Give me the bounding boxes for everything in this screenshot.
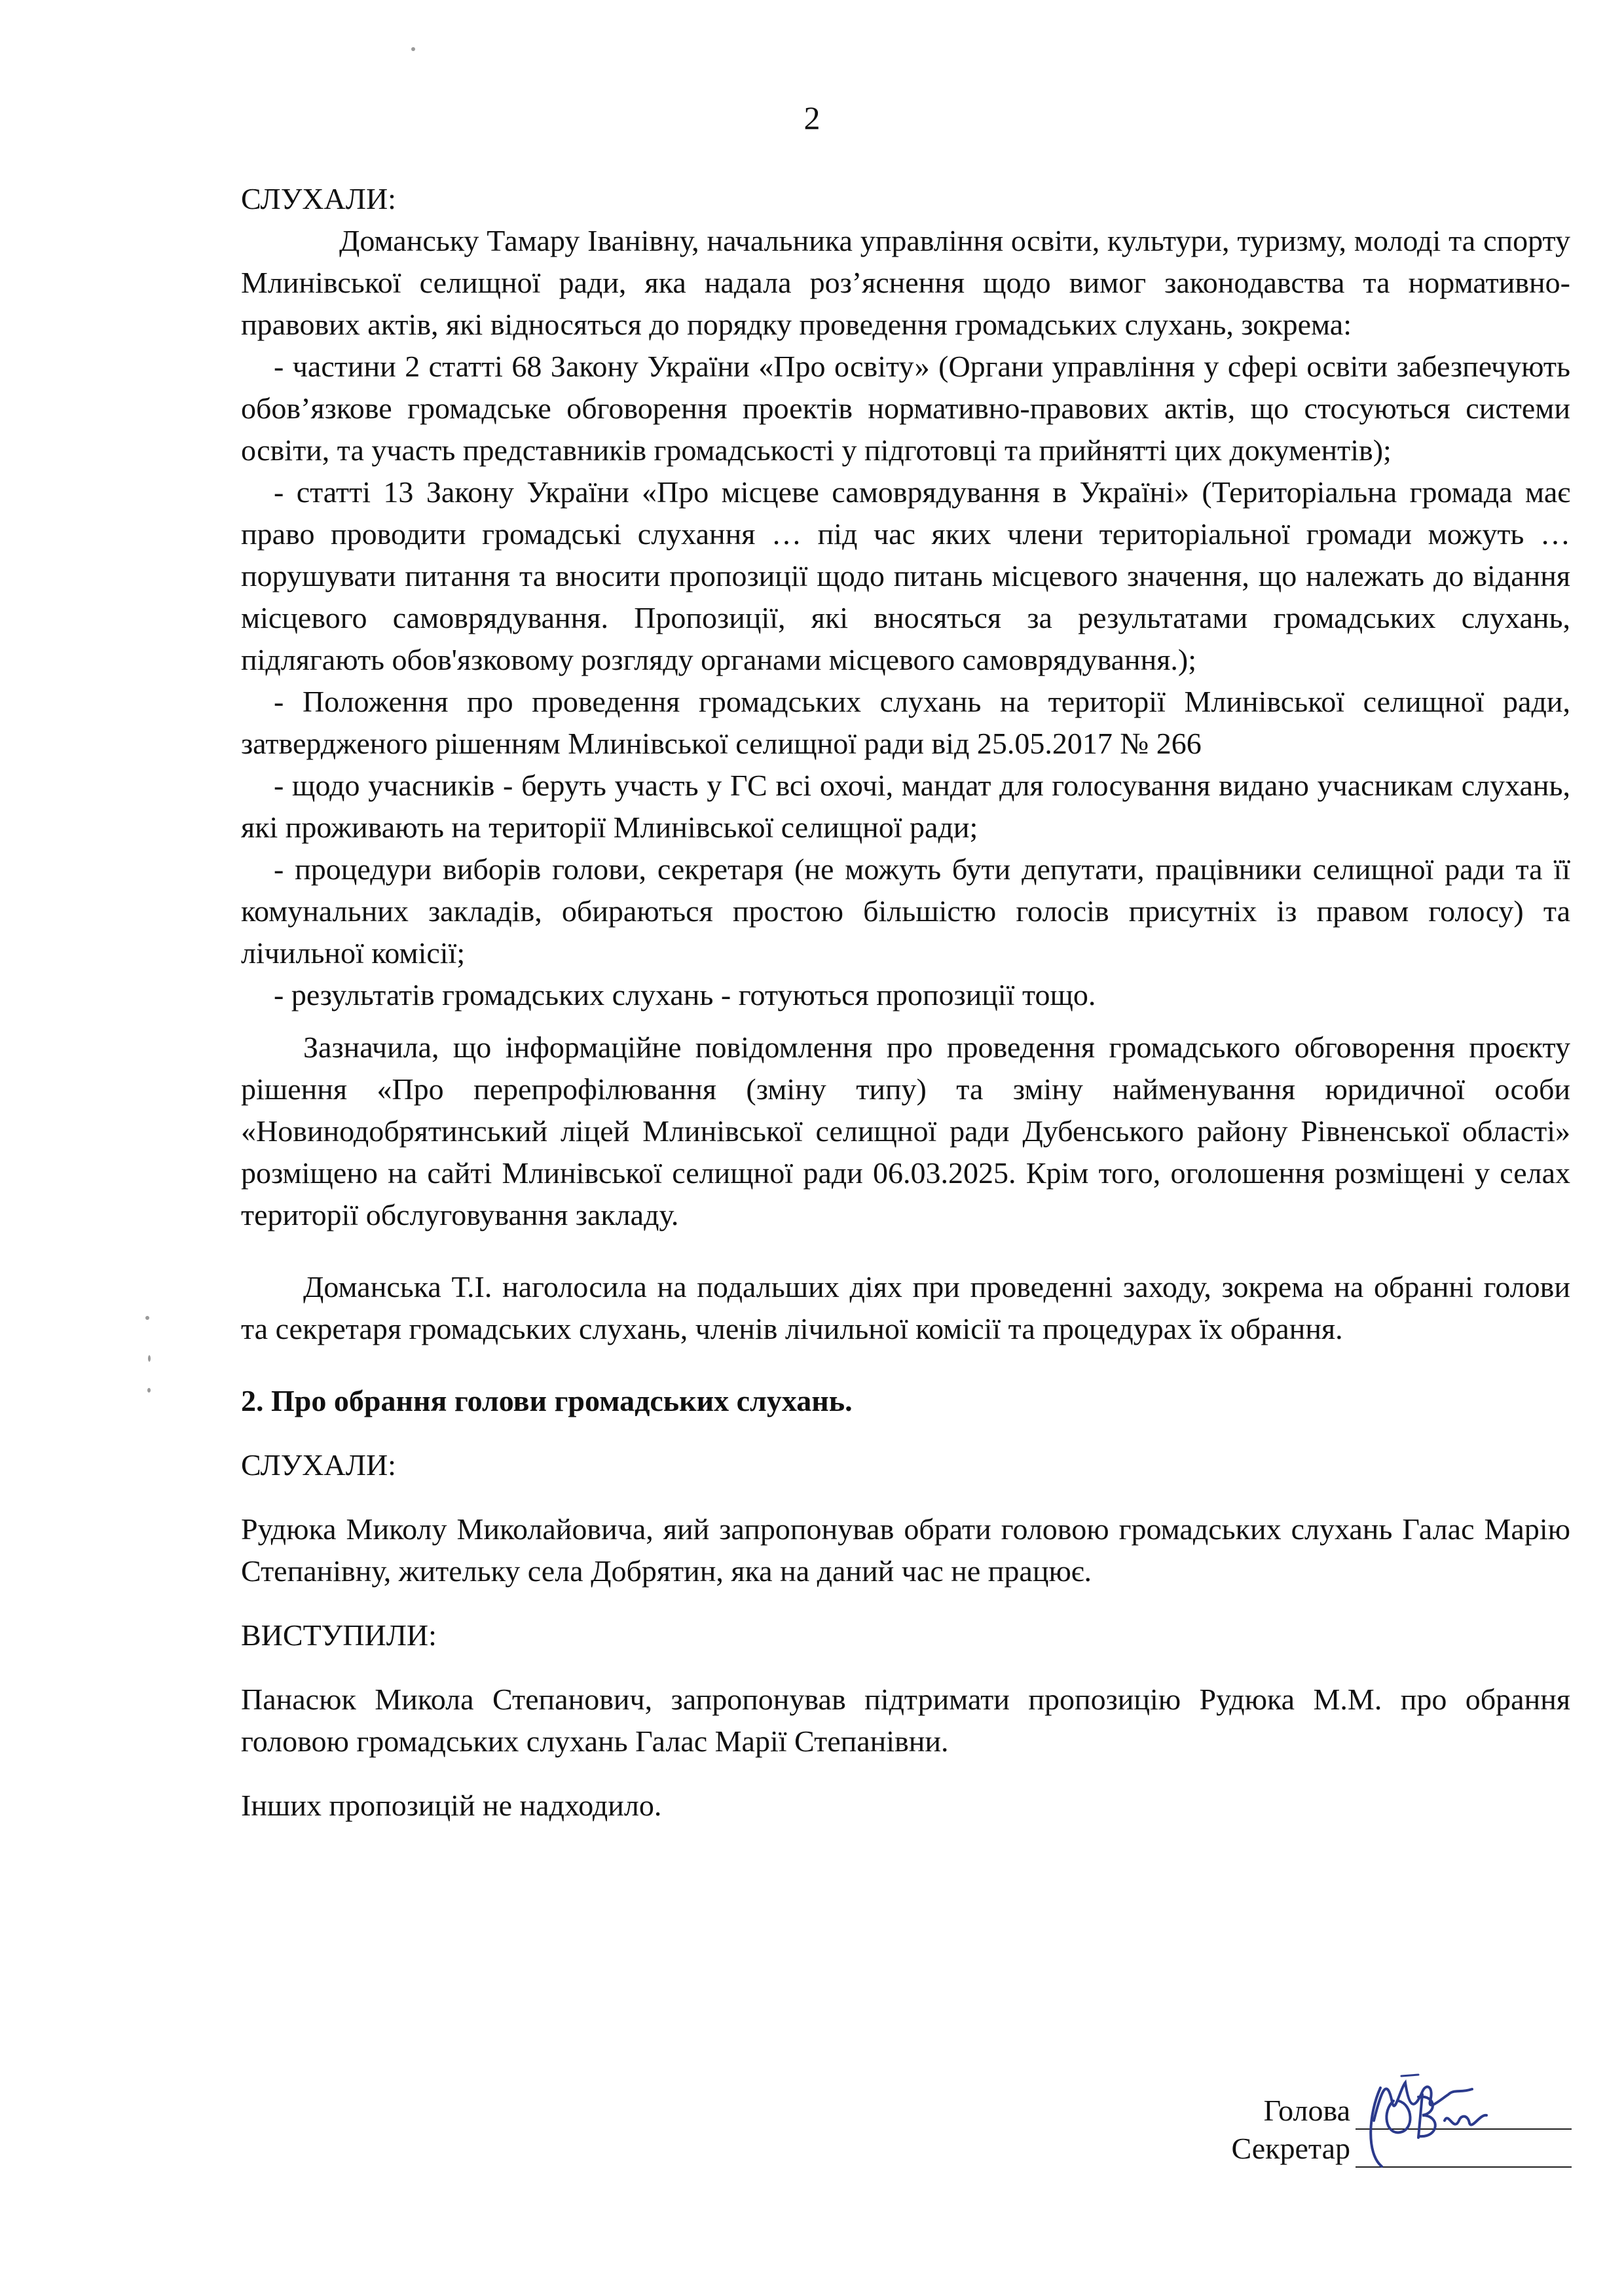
secretary-signature-row: [1166, 2130, 1572, 2168]
intro-paragraph: Доманську Тамару Іванівну, начальника управління освіти, культури, туризму, молоді та спорту Млинівської селищної ради, яка надала роз’яснення щодо вимог законодавства та нормативно-правових актів, які відносяться до порядку проведення громадських слухань, зокрема:: [241, 224, 1570, 341]
page-number: 2: [803, 100, 821, 136]
secretary-label: Секретар: [1231, 2132, 1350, 2165]
list-item: - результатів громадських слухань - готуються пропозиції тощо.: [274, 978, 1096, 1011]
scan-speck: [148, 1355, 151, 1362]
noted-paragraph: Зазначила, що інформаційне повідомлення про проведення громадського обговорення проєкту рішення «Про перепрофілювання (зміну типу) та зміну найменування юридичної особи «Новинодобрятинський ліцей Млинівської селищної ради Дубенського району Рівненської області» розміщено на сайті Млинівської селищної ради 06.03.2025. Крім того, оголошення розміщені у селах території обслуговування закладу.: [241, 1030, 1570, 1231]
emphasized-paragraph: Доманська Т.І. наголосила на подальших діях при проведенні заходу, зокрема на обранні голови та секретаря громадських слухань, членів лічильної комісії та процедурах їх обрання.: [241, 1270, 1570, 1345]
scan-speck: [145, 1316, 149, 1320]
list-item: - частини 2 статті 68 Закону України «Про освіту» (Органи управління у сфері освіти забезпечують обов’язкове громадське обговорення проектів нормативно-правових актів, що стосуються системи освіти, та участь представників громадськості у підготовці та прийнятті цих документів);: [241, 350, 1570, 467]
secretary-signature-line: [1356, 2134, 1572, 2168]
spoke-label: ВИСТУПИЛИ:: [241, 1618, 437, 1652]
heard-paragraph: Рудюка Миколу Миколайовича, яий запропонував обрати головою громадських слухань Галас Марію Степанівну, жительку села Добрятин, яка на даний час не працює.: [241, 1512, 1570, 1588]
scan-speck: [147, 1388, 151, 1393]
section-heading: 2. Про обрання голови громадських слухань.: [241, 1384, 853, 1417]
secretary-signature-icon: [1362, 2075, 1506, 2173]
list-item: - процедури виборів голови, секретаря (не можуть бути депутати, працівники селищної ради та її комунальних закладів, обираються простою більшістю голосів присутніх із правом голосу) та лічильної комісії;: [241, 852, 1570, 970]
scan-speck: [411, 47, 415, 51]
list-item: - щодо учасників - беруть участь у ГС всі охочі, мандат для голосування видано учасникам слухань, які проживають на території Млинівської селищної ради;: [241, 769, 1570, 844]
spoke-paragraph: Панасюк Микола Степанович, запропонував підтримати пропозицію Рудюка М.М. про обрання головою громадських слухань Галас Марії Степанівни.: [241, 1683, 1570, 1758]
list-item: - статті 13 Закону України «Про місцеве самоврядування в Україні» (Територіальна громада має право проводити громадські слухання … під час яких члени територіальної громади можуть … порушувати питання та вносити пропозиції щодо питань місцевого значення, що належать до відання місцевого самоврядування. Пропозиції, які вносяться за результатами громадських слухань, підлягають обов'язковому розгляду органами місцевого самоврядування.);: [241, 475, 1570, 676]
heard-label: СЛУХАЛИ:: [241, 1448, 396, 1482]
signature-block: [1166, 2092, 1572, 2168]
no-other-proposals: Інших пропозицій не надходило.: [241, 1789, 662, 1822]
heard-label: СЛУХАЛИ:: [241, 182, 396, 215]
list-item: - Положення про проведення громадських слухань на території Млинівської селищної ради, затвердженого рішенням Млинівської селищної ради від 25.05.2017 № 266: [241, 685, 1570, 760]
document-body: [241, 178, 1570, 1827]
chair-label: Голова: [1263, 2094, 1350, 2127]
